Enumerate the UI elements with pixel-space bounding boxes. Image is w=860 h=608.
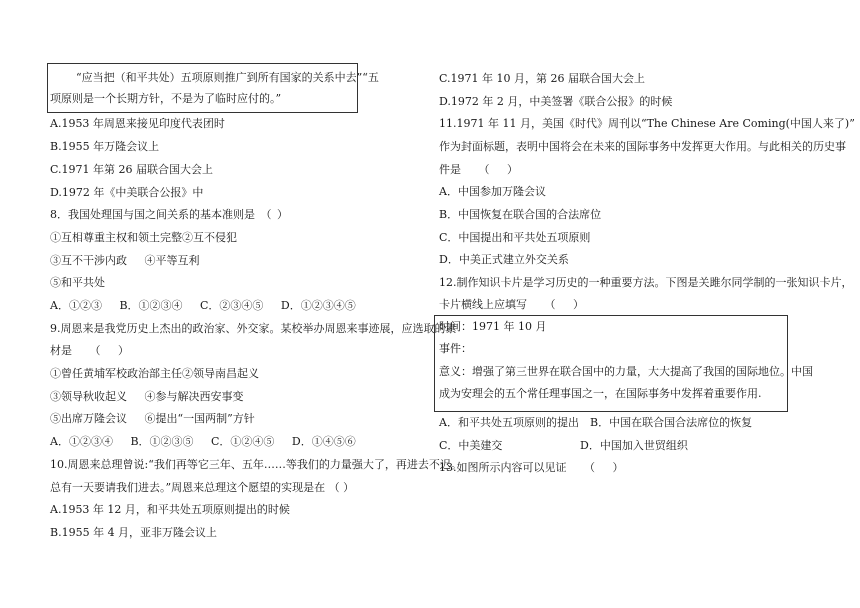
- q12-option-b: B．中国在联合国合法席位的恢复: [590, 416, 753, 429]
- q11-stem-2: 作为封面标题，表明中国将会在未来的国际事务中发挥更大作用。与此相关的历史事: [439, 140, 846, 153]
- q9-stem-1: 9.周恩来是我党历史上杰出的政治家、外交家。某校举办周恩来事迹展，应选取的素: [50, 322, 457, 335]
- q7-option-c: C.1971 年第 26 届联合国大会上: [50, 163, 214, 176]
- card-meaning-2: 成为安理会的五个常任理事国之一，在国际事务中发挥着重要作用.: [439, 387, 762, 400]
- q11-option-b: B．中国恢复在联合国的合法席位: [439, 208, 602, 221]
- card-meaning-1: 意义：增强了第三世界在联合国中的力量，大大提高了我国的国际地位。中国: [439, 365, 813, 378]
- q10-option-c: C.1971 年 10 月，第 26 届联合国大会上: [439, 72, 645, 85]
- q8-stem: 8．我国处理国与国之间关系的基本准则是 （ ）: [50, 208, 288, 221]
- q9-stem-2: 材是 （ ）: [50, 344, 129, 357]
- q7-option-d: D.1972 年《中美联合公报》中: [50, 186, 204, 199]
- quote-line-2: 项原则是一个长期方针，不是为了临时应付的。”: [50, 92, 282, 105]
- q10-stem-2: 总有一天要请我们进去。”周恩来总理这个愿望的实现是在 （ ）: [50, 481, 355, 494]
- q7-option-a: A.1953 年周恩来接见印度代表团时: [50, 117, 225, 130]
- q10-option-a: A.1953 年 12 月，和平共处五项原则提出的时候: [50, 503, 290, 516]
- q8-item-1: ①互相尊重主权和领土完整②互不侵犯: [50, 231, 237, 244]
- q10-stem-1: 10.周恩来总理曾说:“我们再等它三年、五年……等我们的力量强大了，再进去不迟。: [50, 458, 462, 471]
- q8-item-3: ⑤和平共处: [50, 276, 105, 289]
- card-time: 时间：1971 年 10 月: [439, 320, 547, 333]
- q9-item-3: ⑤出席万隆会议 ⑥提出“一国两制”方针: [50, 412, 255, 425]
- q8-options: A．①②③ B．①②③④ C．②③④⑤ D．①②③④⑤: [50, 299, 356, 312]
- q12-option-c: C．中美建交: [439, 439, 503, 452]
- q11-option-d: D．中美正式建立外交关系: [439, 253, 569, 266]
- q12-stem-2: 卡片横线上应填写 （ ）: [439, 298, 584, 311]
- q11-stem-1: 11.1971 年 11 月，美国《时代》周刊以“The Chinese Are Coming(中国人来了)”: [439, 117, 855, 130]
- card-event: 事件：: [439, 342, 472, 355]
- q8-item-2: ③互不干涉内政 ④平等互利: [50, 254, 200, 267]
- q13-stem: 13.如图所示内容可以见证 （ ）: [439, 461, 624, 474]
- q7-option-b: B.1955 年万隆会议上: [50, 140, 160, 153]
- q9-item-1: ①曾任黄埔军校政治部主任②领导南昌起义: [50, 367, 259, 380]
- q12-option-d: D．中国加入世贸组织: [580, 439, 688, 452]
- quote-line-1: “应当把（和平共处）五项原则推广到所有国家的关系中去”“五: [76, 71, 379, 84]
- q12-option-a: A．和平共处五项原则的提出: [439, 416, 579, 429]
- q10-option-d: D.1972 年 2 月，中美签署《联合公报》的时候: [439, 95, 673, 108]
- q10-option-b: B.1955 年 4 月，亚非万隆会议上: [50, 526, 218, 539]
- q11-option-a: A．中国参加万隆会议: [439, 185, 546, 198]
- q9-item-2: ③领导秋收起义 ④参与解决西安事变: [50, 390, 244, 403]
- q9-options: A．①②③④ B．①②③⑤ C．①②④⑤ D．①④⑤⑥: [50, 435, 356, 448]
- q11-stem-3: 件是 （ ）: [439, 163, 518, 176]
- q12-stem-1: 12.制作知识卡片是学习历史的一种重要方法。下图是关雎尔同学制的一张知识卡片，: [439, 276, 853, 289]
- q11-option-c: C．中国提出和平共处五项原则: [439, 231, 591, 244]
